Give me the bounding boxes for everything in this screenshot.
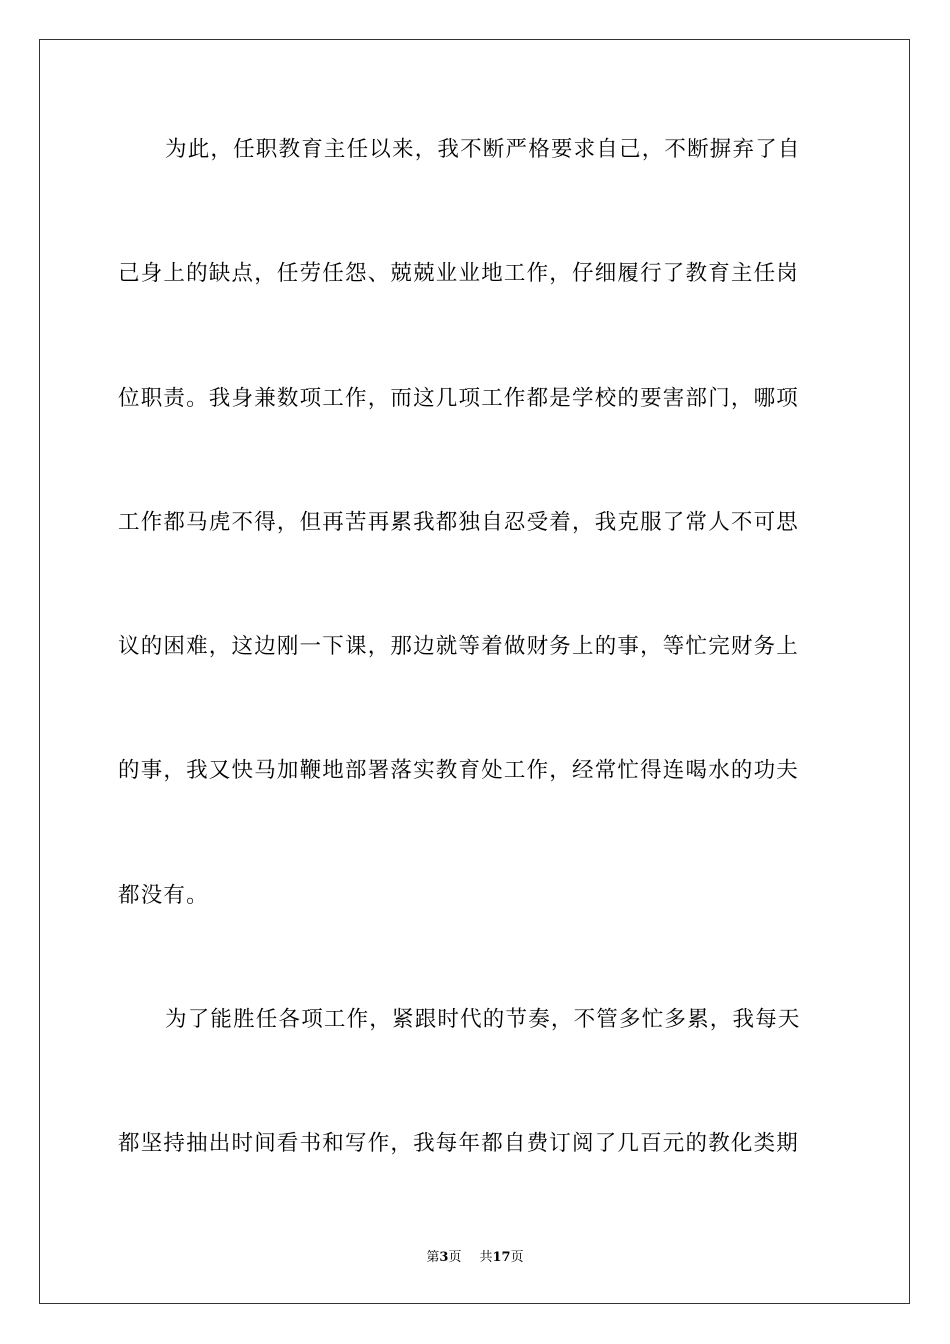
page-suffix: 页 [448,1250,462,1265]
paragraph-line: 的事，我又快马加鞭地部署落实教育处工作，经常忙得连喝水的功夫 [118,758,800,783]
paragraph-line: 工作都马虎不得，但再苦再累我都独自忍受着，我克服了常人不可思 [118,510,800,535]
total-prefix: 共 [479,1250,493,1265]
paragraph-line: 都坚持抽出时间看书和写作，我每年都自费订阅了几百元的教化类期 [118,1131,800,1156]
paragraph-line: 位职责。我身兼数项工作，而这几项工作都是学校的要害部门，哪项 [118,386,800,411]
paragraph-line: 为了能胜任各项工作，紧跟时代的节奏，不管多忙多累，我每天 [165,1007,801,1032]
page-border [39,39,910,1304]
paragraph-line: 议的困难，这边刚一下课，那边就等着做财务上的事，等忙完财务上 [118,634,800,659]
total-suffix: 页 [510,1250,524,1265]
page-footer [0,1250,950,1266]
total-pages: 17 [492,1250,511,1265]
paragraph-line: 都没有。 [118,883,209,908]
page-prefix: 第 [426,1250,440,1265]
paragraph-line: 己身上的缺点，任劳任怨、兢兢业业地工作，仔细履行了教育主任岗 [118,261,800,286]
page-number: 3 [439,1250,449,1265]
paragraph-line: 为此，任职教育主任以来，我不断严格要求自己，不断摒弃了自 [165,137,801,162]
